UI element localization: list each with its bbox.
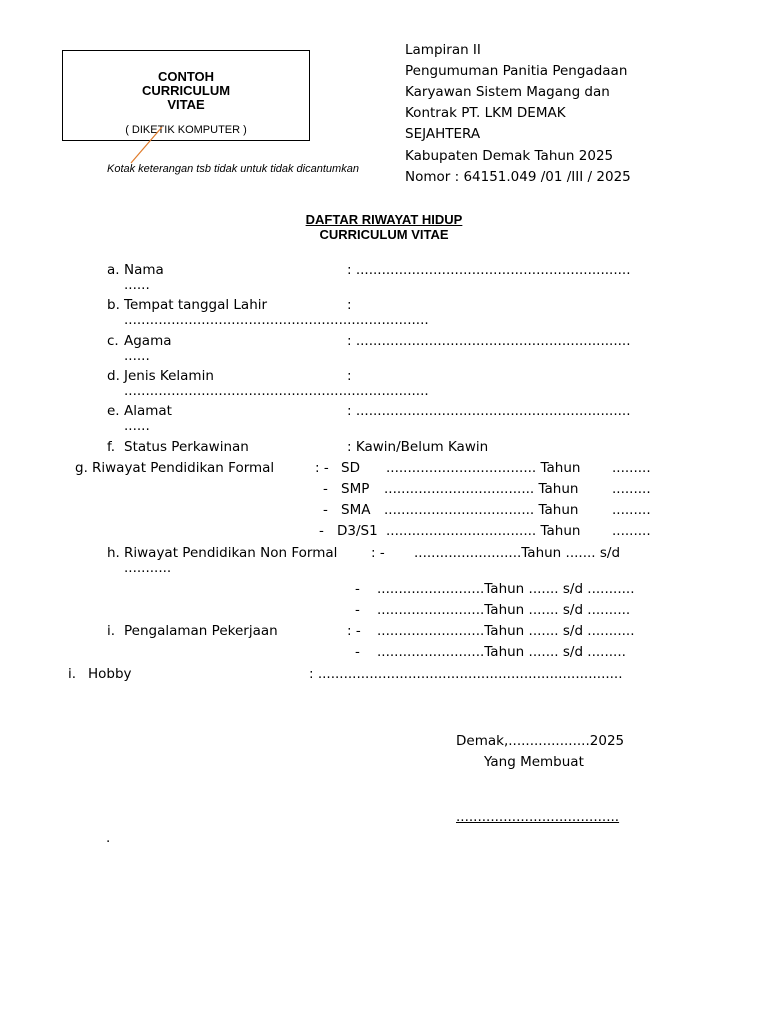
field-d-value: :: [347, 368, 352, 384]
field-f-label: Status Perkawinan: [124, 439, 249, 455]
edu-level: SMP: [341, 481, 370, 497]
trailing-dot: .: [106, 830, 111, 846]
edu-level: SD: [341, 460, 360, 476]
field-f-marker: f.: [107, 439, 116, 455]
field-d-marker: d.: [107, 368, 120, 384]
field-g-label: Riwayat Pendidikan Formal: [92, 460, 275, 476]
field-c-cont: ......: [124, 348, 150, 364]
field-b-cont: .......................................................................: [124, 312, 429, 328]
sample-box-title-line-1: CONTOH: [157, 69, 215, 84]
edu-level: SMA: [341, 502, 371, 518]
field-e-label: Alamat: [124, 403, 172, 419]
sample-box-title-line-3: VITAE: [167, 97, 205, 112]
field-h-sep: : -: [371, 545, 385, 561]
field-c-value: : ................................................................: [347, 333, 631, 349]
field-d-cont: .......................................................................: [124, 383, 429, 399]
edu-dots: ................................... Tahun: [386, 460, 581, 476]
edu-dash: -: [319, 523, 324, 539]
field-g-marker: g.: [75, 460, 88, 476]
field-b-marker: b.: [107, 297, 120, 313]
header-line-5: SEJAHTERA: [405, 126, 481, 142]
field-hobby-marker: i.: [68, 666, 77, 682]
field-h-marker: h.: [107, 545, 120, 561]
header-line-7: Nomor : 64151.049 /01 /III / 2025: [405, 169, 631, 185]
nonformal-dash: -: [355, 581, 360, 597]
edu-dash: -: [323, 481, 328, 497]
nonformal-dash: -: [355, 602, 360, 618]
edu-dots: ................................... Tahun: [384, 481, 579, 497]
field-hobby-value: : .......................................................................: [309, 666, 623, 682]
field-hobby-label: Hobby: [88, 666, 132, 682]
field-h-label: Riwayat Pendidikan Non Formal: [124, 545, 338, 561]
edu-end: .........: [612, 460, 651, 476]
field-a-value: : ................................................................: [347, 262, 631, 278]
nonformal-text: .........................Tahun ....... s/d ...........: [377, 581, 635, 597]
header-line-4: Kontrak PT. LKM DEMAK: [405, 105, 566, 121]
signature-line: ......................................: [456, 809, 620, 825]
field-g-sep: : -: [315, 460, 329, 476]
field-i-marker: i.: [107, 623, 116, 639]
field-i-sep: : -: [347, 623, 361, 639]
edu-dots: ................................... Tahun: [386, 523, 581, 539]
edu-end: .........: [612, 502, 651, 518]
edu-dash: -: [323, 502, 328, 518]
document-title: DAFTAR RIWAYAT HIDUP: [305, 212, 463, 227]
field-a-label: Nama: [124, 262, 164, 278]
work-text: .........................Tahun ....... s/d .........: [377, 644, 626, 660]
field-e-cont: ......: [124, 418, 150, 434]
signature-maker: Yang Membuat: [484, 754, 584, 770]
sample-box-caption: Kotak keterangan tsb tidak untuk tidak dicantumkan: [107, 163, 359, 175]
header-line-2: Pengumuman Panitia Pengadaan: [405, 63, 628, 79]
header-line-3: Karyawan Sistem Magang dan: [405, 84, 610, 100]
signature-place-date: Demak,...................2025: [456, 733, 625, 749]
sample-box-note: ( DIKETIK KOMPUTER ): [125, 124, 247, 136]
edu-level: D3/S1: [337, 523, 378, 539]
nonformal-text: .........................Tahun ....... s/d ..........: [377, 602, 631, 618]
field-a-cont: ......: [124, 277, 150, 293]
field-c-label: Agama: [124, 333, 172, 349]
field-a-marker: a.: [107, 262, 120, 278]
header-line-6: Kabupaten Demak Tahun 2025: [405, 148, 614, 164]
field-i-label: Pengalaman Pekerjaan: [124, 623, 278, 639]
field-c-marker: c.: [107, 333, 119, 349]
edu-end: .........: [612, 481, 651, 497]
field-d-label: Jenis Kelamin: [124, 368, 214, 384]
field-f-value: : Kawin/Belum Kawin: [347, 439, 489, 455]
field-h-cont: ...........: [124, 560, 172, 576]
edu-end: .........: [612, 523, 651, 539]
edu-dots: ................................... Tahun: [384, 502, 579, 518]
work-dash: -: [355, 644, 360, 660]
field-e-marker: e.: [107, 403, 120, 419]
field-i-first: .........................Tahun ....... s/d ...........: [377, 623, 635, 639]
document-subtitle: CURRICULUM VITAE: [319, 227, 449, 242]
field-b-value: :: [347, 297, 352, 313]
header-line-1: Lampiran II: [405, 42, 481, 58]
field-b-label: Tempat tanggal Lahir: [124, 297, 268, 313]
field-h-first: .........................Tahun ....... s/d: [414, 545, 621, 561]
sample-box-title-line-2: CURRICULUM: [141, 83, 231, 98]
field-e-value: : ................................................................: [347, 403, 631, 419]
